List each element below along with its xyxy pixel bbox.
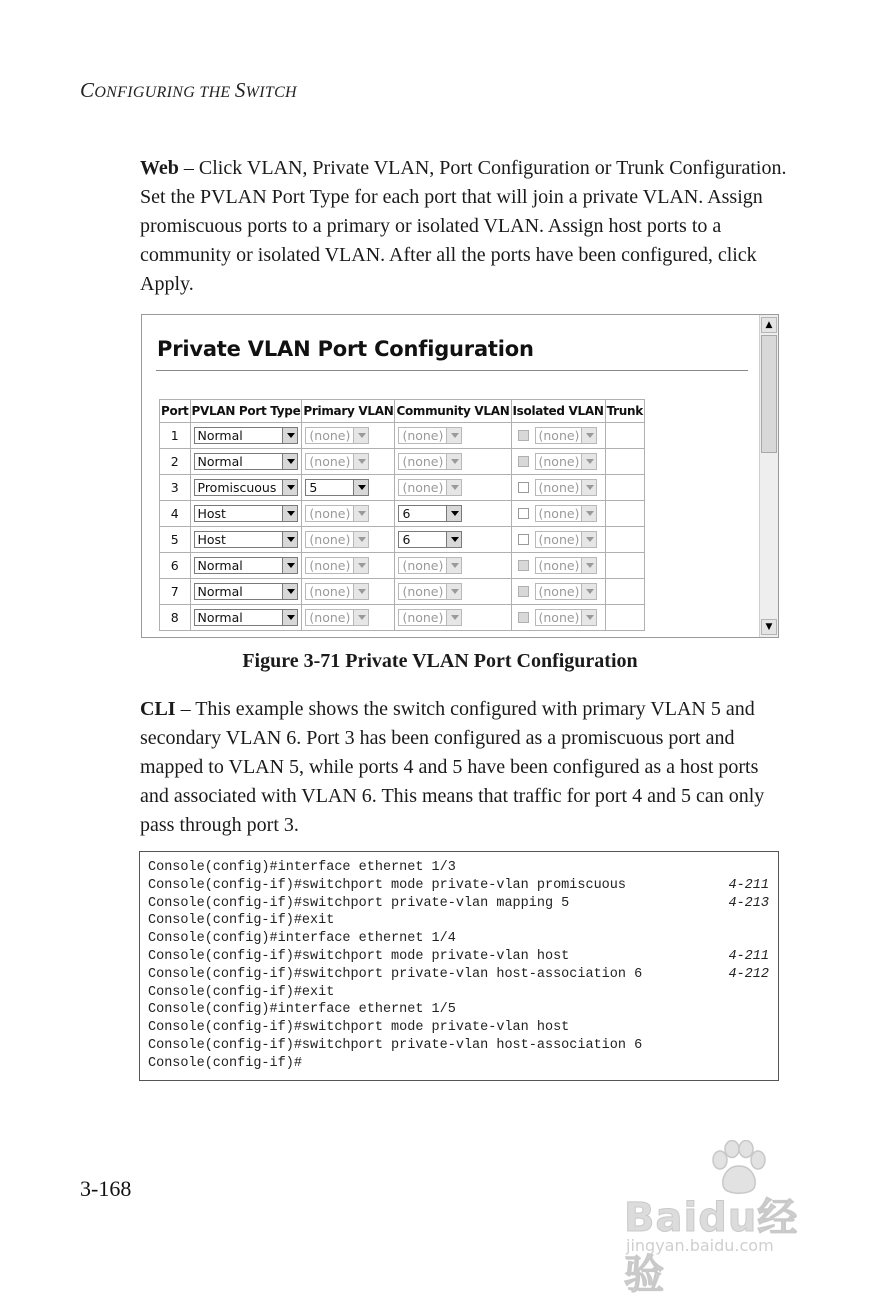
running-header [80, 78, 297, 103]
page-reference: 4-212 [728, 966, 769, 982]
pvlan-port-type-select[interactable] [194, 453, 298, 470]
primary-vlan-cell [302, 579, 395, 605]
chevron-down-icon [353, 584, 369, 599]
trunk-cell [605, 527, 644, 553]
chevron-down-icon [353, 454, 369, 469]
code-line: Console(config-if)#exit [148, 913, 335, 929]
chevron-down-icon[interactable] [282, 428, 298, 443]
code-line: Console(config-if)#switchport private-vlan host-association 6 [148, 966, 643, 982]
isolated-checkbox[interactable] [518, 508, 529, 519]
port-number: 8 [160, 605, 191, 631]
primary-vlan-select-value: (none) [309, 532, 351, 547]
code-line: Console(config-if)#switchport private-vlan mapping 5 [148, 895, 570, 911]
community-vlan-cell [395, 501, 511, 527]
community-vlan-select-value: 6 [402, 532, 411, 547]
column-header: Community VLAN [395, 400, 511, 423]
primary-vlan-select [305, 531, 369, 548]
chevron-down-icon [446, 558, 462, 573]
scroll-thumb[interactable] [761, 335, 777, 453]
isolated-vlan-cell [511, 501, 605, 527]
cli-description [140, 695, 790, 840]
trunk-cell [605, 579, 644, 605]
isolated-vlan-select [535, 583, 597, 600]
isolated-vlan-select [535, 505, 597, 522]
header-initial-2: S [234, 78, 246, 102]
pvlan-port-type-select[interactable] [194, 609, 298, 626]
pvlan-type-cell [190, 579, 302, 605]
chevron-down-icon[interactable] [446, 532, 462, 547]
chevron-down-icon [581, 532, 597, 547]
community-vlan-select [398, 557, 462, 574]
isolated-checkbox [518, 456, 529, 467]
pvlan-port-type-select-value: Promiscuous [197, 480, 277, 495]
column-header: Primary VLAN [302, 400, 395, 423]
pvlan-type-cell [190, 475, 302, 501]
isolated-checkbox [518, 560, 529, 571]
column-header: PVLAN Port Type [190, 400, 302, 423]
community-vlan-select [398, 479, 462, 496]
isolated-vlan-select-value: (none) [538, 584, 580, 599]
pvlan-port-type-select[interactable] [194, 583, 298, 600]
port-number: 5 [160, 527, 191, 553]
community-vlan-select [398, 609, 462, 626]
chevron-down-icon[interactable] [282, 610, 298, 625]
chevron-down-icon [581, 454, 597, 469]
primary-vlan-cell [302, 449, 395, 475]
chevron-down-icon [353, 506, 369, 521]
chevron-down-icon [581, 506, 597, 521]
cli-label: CLI [140, 698, 176, 720]
pvlan-port-type-select[interactable] [194, 505, 298, 522]
pvlan-port-type-select-value: Normal [197, 558, 243, 573]
community-vlan-select[interactable] [398, 531, 462, 548]
page-reference: 4-213 [728, 895, 769, 911]
column-header: Port [160, 400, 191, 423]
scroll-down-icon[interactable]: ▼ [761, 619, 777, 635]
pvlan-port-type-select[interactable] [194, 479, 298, 496]
port-number: 4 [160, 501, 191, 527]
primary-vlan-select [305, 453, 369, 470]
web-text: – Click VLAN, Private VLAN, Port Configuration or Trunk Configuration. Set the PVLAN Port Type for each port that will join a private VLAN. Assign promiscuous ports to a primary or isolated VLAN. Assign host ports to a community or isolated VLAN. After all the ports have been configured, click Apply. [140, 157, 787, 295]
community-vlan-cell [395, 579, 511, 605]
isolated-vlan-select-value: (none) [538, 454, 580, 469]
code-line: Console(config)#interface ethernet 1/5 [148, 1002, 456, 1018]
table-row [160, 527, 645, 553]
chevron-down-icon [446, 428, 462, 443]
code-line: Console(config-if)# [148, 1055, 302, 1071]
chevron-down-icon[interactable] [282, 584, 298, 599]
chevron-down-icon [353, 428, 369, 443]
isolated-vlan-select-value: (none) [538, 480, 580, 495]
pvlan-port-type-select-value: Normal [197, 454, 243, 469]
code-line: Console(config-if)#switchport private-vlan host-association 6 [148, 1038, 643, 1053]
primary-vlan-select-value: 5 [309, 480, 318, 495]
web-label: Web [140, 157, 179, 179]
pvlan-port-table [159, 399, 645, 631]
table-header-row [160, 400, 645, 423]
isolated-vlan-select-value: (none) [538, 532, 580, 547]
community-vlan-cell [395, 423, 511, 449]
primary-vlan-cell [302, 527, 395, 553]
isolated-vlan-cell [511, 449, 605, 475]
chevron-down-icon [446, 454, 462, 469]
primary-vlan-select-value: (none) [309, 584, 351, 599]
pvlan-type-cell [190, 553, 302, 579]
table-row [160, 423, 645, 449]
pvlan-port-type-select[interactable] [194, 557, 298, 574]
community-vlan-select [398, 453, 462, 470]
header-text-1: ONFIGURING THE [94, 84, 235, 101]
community-vlan-select-value: (none) [402, 454, 444, 469]
vertical-scrollbar[interactable] [759, 315, 778, 637]
primary-vlan-select-value: (none) [309, 610, 351, 625]
pvlan-port-type-select-value: Host [197, 532, 226, 547]
chevron-down-icon[interactable] [353, 480, 369, 495]
pvlan-type-cell [190, 449, 302, 475]
chevron-down-icon [581, 428, 597, 443]
table-row [160, 501, 645, 527]
isolated-vlan-cell [511, 579, 605, 605]
trunk-cell [605, 423, 644, 449]
isolated-vlan-select-value: (none) [538, 610, 580, 625]
port-number: 7 [160, 579, 191, 605]
primary-vlan-select [305, 557, 369, 574]
isolated-checkbox[interactable] [518, 482, 529, 493]
community-vlan-select-value: (none) [402, 428, 444, 443]
table-row [160, 553, 645, 579]
primary-vlan-cell [302, 501, 395, 527]
primary-vlan-select-value: (none) [309, 506, 351, 521]
page-reference: 4-211 [728, 949, 769, 964]
watermark-brand: Baidu经验 [624, 1195, 799, 1298]
baidu-watermark [624, 1140, 830, 1298]
community-vlan-select-value: 6 [402, 506, 411, 521]
pvlan-port-type-select-value: Normal [197, 610, 243, 625]
figure-caption: Figure 3-71 Private VLAN Port Configuration [242, 650, 638, 672]
primary-vlan-select [305, 609, 369, 626]
trunk-cell [605, 553, 644, 579]
title-divider [156, 370, 748, 371]
code-line: Console(config-if)#exit [148, 984, 335, 1000]
pvlan-screenshot [141, 314, 779, 638]
port-number: 3 [160, 475, 191, 501]
page-number: 3-168 [80, 1176, 132, 1201]
primary-vlan-select-value: (none) [309, 428, 351, 443]
cli-code-block [139, 851, 779, 1081]
isolated-checkbox[interactable] [518, 534, 529, 545]
isolated-vlan-select [535, 531, 597, 548]
isolated-checkbox [518, 430, 529, 441]
community-vlan-cell [395, 605, 511, 631]
trunk-cell [605, 605, 644, 631]
isolated-checkbox [518, 612, 529, 623]
isolated-vlan-select [535, 557, 597, 574]
isolated-vlan-cell [511, 475, 605, 501]
chevron-down-icon [353, 532, 369, 547]
chevron-down-icon[interactable] [282, 506, 298, 521]
watermark-site: jingyan.baidu.com [626, 1236, 774, 1255]
primary-vlan-select [305, 505, 369, 522]
pvlan-port-type-select[interactable] [194, 531, 298, 548]
cli-text: – This example shows the switch configured with primary VLAN 5 and secondary VLAN 6. Port 3 has been configured as a promiscuous port and mapped to VLAN 5, while ports 4 and 5 have been configured as a host ports and associated with VLAN 6. This means that traffic for port 4 and 5 can only pass through port 3. [140, 698, 765, 836]
code-line: Console(config)#interface ethernet 1/4 [148, 931, 456, 947]
isolated-vlan-select [535, 427, 597, 444]
chevron-down-icon [581, 584, 597, 599]
community-vlan-select-value: (none) [402, 584, 444, 599]
isolated-vlan-cell [511, 553, 605, 579]
community-vlan-select[interactable] [398, 505, 462, 522]
chevron-down-icon[interactable] [282, 558, 298, 573]
community-vlan-cell [395, 475, 511, 501]
isolated-vlan-select [535, 453, 597, 470]
primary-vlan-cell [302, 605, 395, 631]
pvlan-port-type-select-value: Host [197, 506, 226, 521]
chevron-down-icon [446, 610, 462, 625]
isolated-vlan-select [535, 479, 597, 496]
code-line: Console(config-if)#switchport mode private-vlan host [148, 949, 570, 964]
column-header: Trunk [605, 400, 644, 423]
header-initial-1: C [80, 78, 95, 102]
port-number: 1 [160, 423, 191, 449]
primary-vlan-cell [302, 475, 395, 501]
isolated-vlan-select-value: (none) [538, 558, 580, 573]
primary-vlan-select-value: (none) [309, 454, 351, 469]
pvlan-type-cell [190, 423, 302, 449]
table-row [160, 605, 645, 631]
pvlan-type-cell [190, 605, 302, 631]
chevron-down-icon[interactable] [282, 532, 298, 547]
trunk-cell [605, 475, 644, 501]
primary-vlan-select [305, 427, 369, 444]
page-reference: 4-211 [728, 877, 769, 893]
table-row [160, 475, 645, 501]
isolated-vlan-cell [511, 527, 605, 553]
chevron-down-icon[interactable] [446, 506, 462, 521]
table-row [160, 449, 645, 475]
pvlan-type-cell [190, 527, 302, 553]
pvlan-port-type-select-value: Normal [197, 428, 243, 443]
chevron-down-icon[interactable] [282, 454, 298, 469]
community-vlan-select-value: (none) [402, 558, 444, 573]
isolated-vlan-select-value: (none) [538, 506, 580, 521]
primary-vlan-select-value: (none) [309, 558, 351, 573]
community-vlan-select [398, 427, 462, 444]
web-instructions [140, 154, 790, 299]
chevron-down-icon [353, 610, 369, 625]
screenshot-title: Private VLAN Port Configuration [157, 337, 534, 361]
chevron-down-icon [581, 480, 597, 495]
chevron-down-icon [581, 610, 597, 625]
chevron-down-icon[interactable] [282, 480, 298, 495]
chevron-down-icon [581, 558, 597, 573]
isolated-checkbox [518, 586, 529, 597]
community-vlan-cell [395, 449, 511, 475]
community-vlan-select-value: (none) [402, 480, 444, 495]
code-line: Console(config-if)#switchport mode private-vlan host [148, 1020, 570, 1036]
isolated-vlan-select-value: (none) [538, 428, 580, 443]
chevron-down-icon [446, 480, 462, 495]
port-number: 2 [160, 449, 191, 475]
community-vlan-select [398, 583, 462, 600]
primary-vlan-cell [302, 423, 395, 449]
trunk-cell [605, 449, 644, 475]
primary-vlan-cell [302, 553, 395, 579]
pvlan-port-type-select-value: Normal [197, 584, 243, 599]
community-vlan-select-value: (none) [402, 610, 444, 625]
community-vlan-cell [395, 553, 511, 579]
isolated-vlan-cell [511, 423, 605, 449]
pvlan-type-cell [190, 501, 302, 527]
port-number: 6 [160, 553, 191, 579]
scroll-up-icon[interactable]: ▲ [761, 317, 777, 333]
primary-vlan-select [305, 583, 369, 600]
trunk-cell [605, 501, 644, 527]
community-vlan-cell [395, 527, 511, 553]
table-row [160, 579, 645, 605]
column-header: Isolated VLAN [511, 400, 605, 423]
code-line: Console(config-if)#switchport mode private-vlan promiscuous [148, 877, 626, 893]
pvlan-port-type-select[interactable] [194, 427, 298, 444]
primary-vlan-select[interactable] [305, 479, 369, 496]
isolated-vlan-cell [511, 605, 605, 631]
chevron-down-icon [353, 558, 369, 573]
chevron-down-icon [446, 584, 462, 599]
code-line: Console(config)#interface ethernet 1/3 [148, 860, 456, 875]
isolated-vlan-select [535, 609, 597, 626]
header-text-2: WITCH [245, 84, 297, 101]
